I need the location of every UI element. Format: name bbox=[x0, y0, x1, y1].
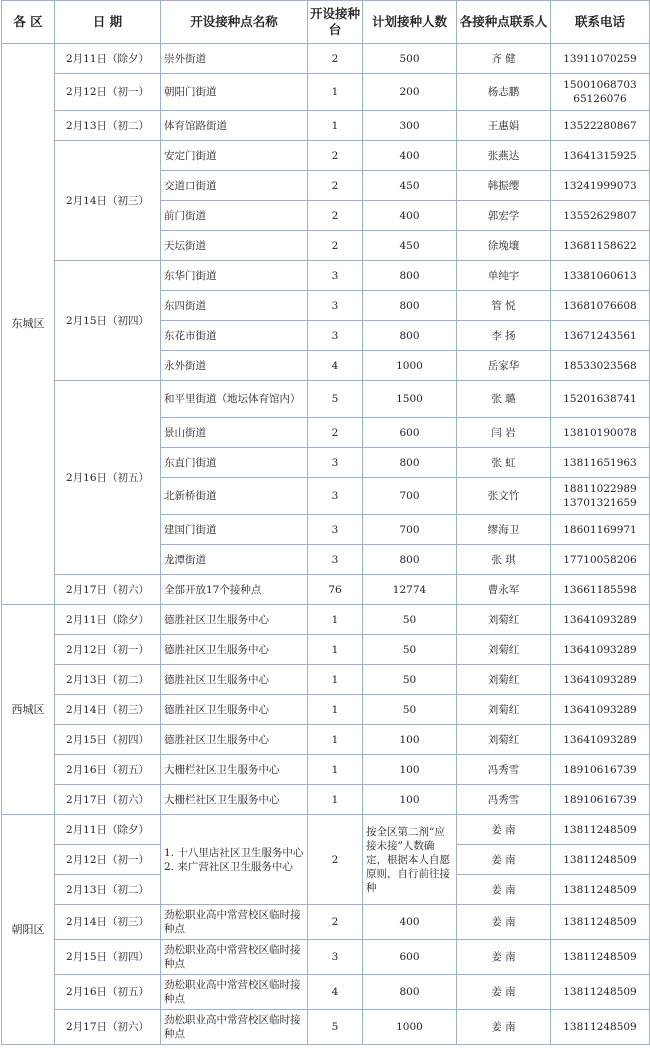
planned-cell: 100 bbox=[363, 785, 457, 815]
header-site: 开设接种点名称 bbox=[161, 1, 308, 44]
stations-cell: 1 bbox=[308, 635, 363, 665]
table-row bbox=[2, 905, 650, 940]
phone-cell bbox=[551, 478, 650, 515]
phone-line: 18811022989 bbox=[563, 483, 637, 495]
phone-cell: 18910616739 bbox=[551, 785, 650, 815]
site-cell: 全部开放17个接种点 bbox=[161, 575, 308, 605]
planned-cell: 1000 bbox=[363, 1010, 457, 1045]
planned-cell: 12774 bbox=[363, 575, 457, 605]
contact-cell: 姜 南 bbox=[457, 1010, 551, 1045]
date-cell: 2月15日（初四） bbox=[55, 940, 161, 975]
table-row bbox=[2, 755, 650, 785]
stations-cell: 3 bbox=[308, 515, 363, 545]
stations-cell: 1 bbox=[308, 74, 363, 111]
phone-cell: 13641093289 bbox=[551, 665, 650, 695]
contact-cell: 姜 南 bbox=[457, 875, 551, 905]
contact-cell: 管 悦 bbox=[457, 291, 551, 321]
site-cell: 劲松职业高中常营校区临时接种点 bbox=[161, 1010, 308, 1045]
phone-cell: 13811248509 bbox=[551, 1010, 650, 1045]
header-stations: 开设接种台 bbox=[308, 1, 363, 44]
header-row bbox=[2, 1, 650, 44]
header-planned: 计划接种人数 bbox=[363, 1, 457, 44]
site-cell: 景山街道 bbox=[161, 418, 308, 448]
district-chaoyang: 朝阳区 bbox=[2, 815, 55, 1045]
site-cell: 龙潭街道 bbox=[161, 545, 308, 575]
table-row bbox=[2, 815, 650, 845]
phone-cell: 13641093289 bbox=[551, 635, 650, 665]
stations-cell: 5 bbox=[308, 1010, 363, 1045]
planned-cell: 50 bbox=[363, 635, 457, 665]
site-line-2: 2. 来广营社区卫生服务中心 bbox=[164, 860, 293, 873]
planned-cell: 600 bbox=[363, 418, 457, 448]
contact-cell: 姜 南 bbox=[457, 815, 551, 845]
phone-cell: 18601169971 bbox=[551, 515, 650, 545]
table-row bbox=[2, 695, 650, 725]
planned-cell: 800 bbox=[363, 321, 457, 351]
date-cell: 2月12日（初一） bbox=[55, 635, 161, 665]
contact-cell: 刘菊红 bbox=[457, 605, 551, 635]
table-row bbox=[2, 1010, 650, 1045]
phone-cell: 13241999073 bbox=[551, 171, 650, 201]
table-row bbox=[2, 111, 650, 141]
stations-cell: 2 bbox=[308, 141, 363, 171]
date-cell: 2月11日（除夕） bbox=[55, 605, 161, 635]
contact-cell: 李 扬 bbox=[457, 321, 551, 351]
date-cell: 2月16日（初五） bbox=[55, 755, 161, 785]
contact-cell: 韩振缨 bbox=[457, 171, 551, 201]
stations-cell: 3 bbox=[308, 261, 363, 291]
date-cell: 2月17日（初六） bbox=[55, 575, 161, 605]
contact-cell: 曹永军 bbox=[457, 575, 551, 605]
planned-cell: 600 bbox=[363, 940, 457, 975]
phone-cell: 13911070259 bbox=[551, 44, 650, 74]
site-cell: 永外街道 bbox=[161, 351, 308, 381]
phone-cell: 13810190078 bbox=[551, 418, 650, 448]
site-cell: 劲松职业高中常营校区临时接种点 bbox=[161, 975, 308, 1010]
stations-cell-merged: 2 bbox=[308, 815, 363, 905]
district-dongcheng: 东城区 bbox=[2, 44, 55, 605]
phone-cell: 13552629807 bbox=[551, 201, 650, 231]
contact-cell: 张 璐 bbox=[457, 381, 551, 418]
contact-cell: 徐堍壤 bbox=[457, 231, 551, 261]
planned-cell: 800 bbox=[363, 448, 457, 478]
date-cell: 2月11日（除夕） bbox=[55, 44, 161, 74]
phone-cell: 13681158622 bbox=[551, 231, 650, 261]
contact-cell: 闫 岩 bbox=[457, 418, 551, 448]
phone-cell: 13641093289 bbox=[551, 725, 650, 755]
stations-cell: 4 bbox=[308, 351, 363, 381]
planned-cell: 100 bbox=[363, 725, 457, 755]
planned-cell-merged: 按全区第二剂“应接未接”人数确定，根据本人自愿原则，自行前往接种 bbox=[363, 815, 457, 905]
vaccination-schedule-table bbox=[1, 0, 650, 1045]
contact-cell: 冯秀雪 bbox=[457, 755, 551, 785]
site-cell: 大栅栏社区卫生服务中心 bbox=[161, 785, 308, 815]
contact-cell: 齐 健 bbox=[457, 44, 551, 74]
date-cell: 2月16日（初五） bbox=[55, 975, 161, 1010]
site-cell: 大栅栏社区卫生服务中心 bbox=[161, 755, 308, 785]
date-cell: 2月14日（初三） bbox=[55, 905, 161, 940]
date-cell: 2月14日（初三） bbox=[55, 695, 161, 725]
stations-cell: 3 bbox=[308, 291, 363, 321]
site-cell: 德胜社区卫生服务中心 bbox=[161, 635, 308, 665]
planned-cell: 450 bbox=[363, 171, 457, 201]
site-cell: 前门街道 bbox=[161, 201, 308, 231]
table-row bbox=[2, 605, 650, 635]
site-cell: 德胜社区卫生服务中心 bbox=[161, 605, 308, 635]
table-row bbox=[2, 635, 650, 665]
date-cell: 2月14日（初三） bbox=[55, 141, 161, 261]
date-cell: 2月11日（除夕） bbox=[55, 815, 161, 845]
contact-cell: 岳家华 bbox=[457, 351, 551, 381]
planned-cell: 800 bbox=[363, 261, 457, 291]
table-row bbox=[2, 141, 650, 171]
phone-line-2: 13701321659 bbox=[563, 497, 637, 509]
contact-cell: 姜 南 bbox=[457, 905, 551, 940]
phone-cell: 13641315925 bbox=[551, 141, 650, 171]
contact-cell: 刘菊红 bbox=[457, 665, 551, 695]
site-cell: 东直门街道 bbox=[161, 448, 308, 478]
header-date: 日 期 bbox=[55, 1, 161, 44]
date-cell: 2月13日（初二） bbox=[55, 875, 161, 905]
date-cell: 2月13日（初二） bbox=[55, 111, 161, 141]
stations-cell: 2 bbox=[308, 44, 363, 74]
table-row bbox=[2, 575, 650, 605]
planned-cell: 800 bbox=[363, 545, 457, 575]
stations-cell: 5 bbox=[308, 381, 363, 418]
phone-cell: 13641093289 bbox=[551, 605, 650, 635]
planned-cell: 800 bbox=[363, 975, 457, 1010]
phone-cell: 17710058206 bbox=[551, 545, 650, 575]
date-cell: 2月15日（初四） bbox=[55, 261, 161, 381]
phone-line-2: 65126076 bbox=[573, 93, 627, 105]
site-cell: 建国门街道 bbox=[161, 515, 308, 545]
planned-cell: 400 bbox=[363, 905, 457, 940]
contact-cell: 郭宏学 bbox=[457, 201, 551, 231]
planned-cell: 400 bbox=[363, 141, 457, 171]
phone-cell: 13681076608 bbox=[551, 291, 650, 321]
phone-cell: 13811651963 bbox=[551, 448, 650, 478]
contact-cell: 刘菊红 bbox=[457, 725, 551, 755]
table-row bbox=[2, 940, 650, 975]
phone-cell: 13671243561 bbox=[551, 321, 650, 351]
phone-cell: 13641093289 bbox=[551, 695, 650, 725]
phone-cell: 15201638741 bbox=[551, 381, 650, 418]
date-cell: 2月16日（初五） bbox=[55, 381, 161, 575]
header-district: 各 区 bbox=[2, 1, 55, 44]
site-line-1: 1. 十八里店社区卫生服务中心 bbox=[164, 846, 304, 859]
planned-cell: 100 bbox=[363, 755, 457, 785]
site-cell-merged bbox=[161, 815, 308, 905]
site-cell: 和平里街道（地坛体育馆内） bbox=[161, 381, 308, 418]
table-row bbox=[2, 261, 650, 291]
stations-cell: 3 bbox=[308, 478, 363, 515]
planned-cell: 200 bbox=[363, 74, 457, 111]
phone-cell: 13522280867 bbox=[551, 111, 650, 141]
table-row bbox=[2, 74, 650, 111]
contact-cell: 姜 南 bbox=[457, 845, 551, 875]
stations-cell: 76 bbox=[308, 575, 363, 605]
phone-cell: 13811248509 bbox=[551, 975, 650, 1010]
date-cell: 2月17日（初六） bbox=[55, 1010, 161, 1045]
contact-cell: 王惠娟 bbox=[457, 111, 551, 141]
planned-cell: 300 bbox=[363, 111, 457, 141]
contact-cell: 刘菊红 bbox=[457, 635, 551, 665]
planned-cell: 50 bbox=[363, 695, 457, 725]
stations-cell: 2 bbox=[308, 905, 363, 940]
contact-cell: 姜 南 bbox=[457, 975, 551, 1010]
planned-cell: 700 bbox=[363, 478, 457, 515]
district-xicheng: 西城区 bbox=[2, 605, 55, 815]
stations-cell: 1 bbox=[308, 111, 363, 141]
stations-cell: 3 bbox=[308, 448, 363, 478]
contact-cell: 杨志鹏 bbox=[457, 74, 551, 111]
planned-cell: 1000 bbox=[363, 351, 457, 381]
stations-cell: 4 bbox=[308, 975, 363, 1010]
table-row bbox=[2, 785, 650, 815]
site-cell: 东四街道 bbox=[161, 291, 308, 321]
date-cell: 2月17日（初六） bbox=[55, 785, 161, 815]
site-cell: 体育馆路街道 bbox=[161, 111, 308, 141]
planned-cell: 800 bbox=[363, 291, 457, 321]
table-row bbox=[2, 44, 650, 74]
stations-cell: 1 bbox=[308, 725, 363, 755]
phone-cell: 13811248509 bbox=[551, 940, 650, 975]
date-cell: 2月12日（初一） bbox=[55, 74, 161, 111]
site-cell: 安定门街道 bbox=[161, 141, 308, 171]
phone-cell: 18910616739 bbox=[551, 755, 650, 785]
stations-cell: 2 bbox=[308, 231, 363, 261]
stations-cell: 3 bbox=[308, 321, 363, 351]
site-cell: 交道口街道 bbox=[161, 171, 308, 201]
site-cell: 德胜社区卫生服务中心 bbox=[161, 665, 308, 695]
stations-cell: 1 bbox=[308, 605, 363, 635]
site-cell: 德胜社区卫生服务中心 bbox=[161, 695, 308, 725]
contact-cell: 单纯宇 bbox=[457, 261, 551, 291]
planned-cell: 1500 bbox=[363, 381, 457, 418]
planned-cell: 50 bbox=[363, 605, 457, 635]
site-cell: 北新桥街道 bbox=[161, 478, 308, 515]
site-cell: 劲松职业高中常营校区临时接种点 bbox=[161, 940, 308, 975]
stations-cell: 2 bbox=[308, 201, 363, 231]
planned-cell: 700 bbox=[363, 515, 457, 545]
phone-cell: 13811248509 bbox=[551, 875, 650, 905]
contact-cell: 冯秀雪 bbox=[457, 785, 551, 815]
contact-cell: 张 虹 bbox=[457, 448, 551, 478]
site-cell: 朝阳门街道 bbox=[161, 74, 308, 111]
header-contact: 各接种点联系人 bbox=[457, 1, 551, 44]
phone-cell: 13661185598 bbox=[551, 575, 650, 605]
contact-cell: 张文竹 bbox=[457, 478, 551, 515]
contact-cell: 姜 南 bbox=[457, 940, 551, 975]
planned-cell: 500 bbox=[363, 44, 457, 74]
stations-cell: 1 bbox=[308, 665, 363, 695]
planned-cell: 50 bbox=[363, 665, 457, 695]
stations-cell: 1 bbox=[308, 785, 363, 815]
table-row bbox=[2, 975, 650, 1010]
phone-cell: 13811248509 bbox=[551, 815, 650, 845]
phone-cell: 13811248509 bbox=[551, 905, 650, 940]
contact-cell: 刘菊红 bbox=[457, 695, 551, 725]
site-cell: 天坛街道 bbox=[161, 231, 308, 261]
site-cell: 东花市街道 bbox=[161, 321, 308, 351]
stations-cell: 2 bbox=[308, 171, 363, 201]
contact-cell: 张燕达 bbox=[457, 141, 551, 171]
phone-cell bbox=[551, 74, 650, 111]
contact-cell: 缪海卫 bbox=[457, 515, 551, 545]
site-cell: 崇外街道 bbox=[161, 44, 308, 74]
stations-cell: 1 bbox=[308, 695, 363, 725]
site-cell: 东华门街道 bbox=[161, 261, 308, 291]
table-row bbox=[2, 725, 650, 755]
phone-cell: 13811248509 bbox=[551, 845, 650, 875]
planned-cell: 400 bbox=[363, 201, 457, 231]
date-cell: 2月15日（初四） bbox=[55, 725, 161, 755]
table-row bbox=[2, 381, 650, 418]
stations-cell: 3 bbox=[308, 545, 363, 575]
date-cell: 2月12日（初一） bbox=[55, 845, 161, 875]
phone-cell: 18533023568 bbox=[551, 351, 650, 381]
planned-cell: 450 bbox=[363, 231, 457, 261]
site-cell: 劲松职业高中常营校区临时接种点 bbox=[161, 905, 308, 940]
table-row bbox=[2, 665, 650, 695]
stations-cell: 2 bbox=[308, 418, 363, 448]
header-phone: 联系电话 bbox=[551, 1, 650, 44]
stations-cell: 1 bbox=[308, 755, 363, 785]
phone-cell: 13381060613 bbox=[551, 261, 650, 291]
site-cell: 德胜社区卫生服务中心 bbox=[161, 725, 308, 755]
date-cell: 2月13日（初二） bbox=[55, 665, 161, 695]
phone-line: 15001068703 bbox=[563, 79, 637, 91]
contact-cell: 张 琪 bbox=[457, 545, 551, 575]
stations-cell: 3 bbox=[308, 940, 363, 975]
